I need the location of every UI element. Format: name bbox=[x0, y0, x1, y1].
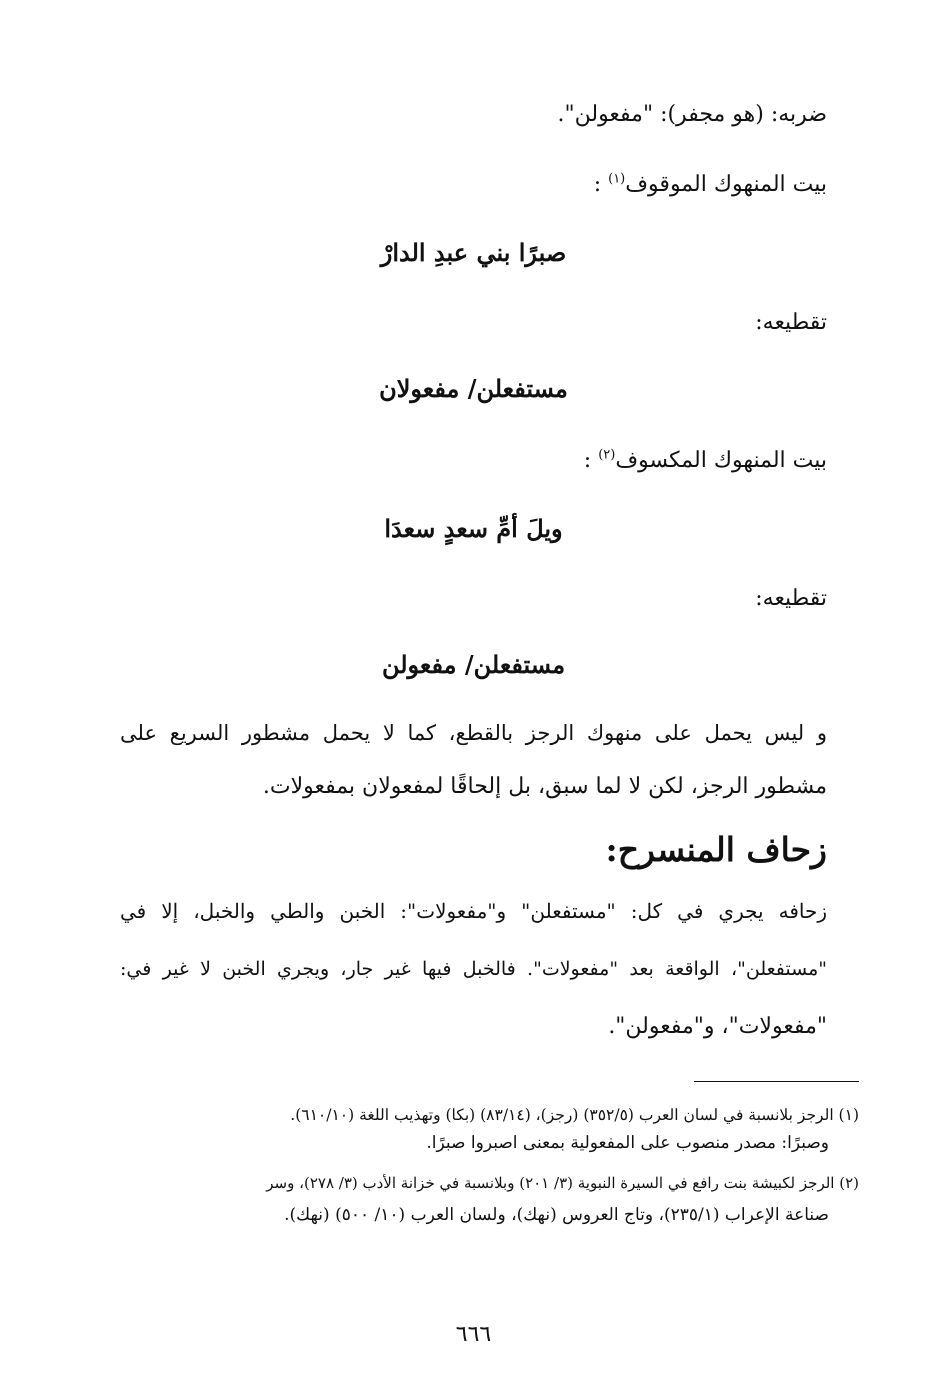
scansion-2 bbox=[0, 650, 947, 680]
footnote-2-line-1 bbox=[266, 1170, 859, 1196]
footnote-ref-1[interactable]: (١) bbox=[608, 171, 626, 187]
paragraph-2-line-3-text: "مفعولات"، و"مفعولن". bbox=[608, 1014, 827, 1039]
bayt-makshuf-label: بيت المنهوك المكسوف bbox=[615, 448, 827, 473]
page-number-text: ٦٦٦ bbox=[455, 1322, 492, 1347]
taqtiuh-1-text: تقطيعه: bbox=[755, 310, 827, 335]
bayt-makshuf-line bbox=[584, 446, 827, 476]
bayt-mawquf-label: بيت المنهوك الموقوف bbox=[625, 172, 827, 197]
verse-1 bbox=[0, 238, 947, 268]
footnote-1-line-2 bbox=[426, 1130, 829, 1156]
footnote-1-line-1 bbox=[290, 1102, 859, 1128]
footnote-ref-2[interactable]: (٢) bbox=[598, 447, 616, 463]
section-heading-text: زحاف المنسرح: bbox=[605, 830, 827, 869]
footnote-2-line-1-text: (٢) الرجز لكبيشة بنت رافع في السيرة النبوية (٣/ ٢٠١) وبلانسبة في خزانة الأدب (٣/ ٢٧٨)، وسر bbox=[266, 1174, 859, 1192]
paragraph-2-line-3 bbox=[608, 1012, 827, 1042]
scansion-2-text: مستفعلن/ مفعولن bbox=[381, 650, 566, 679]
paragraph-1-line-2-text: مشطور الرجز، لكن لا لما سبق، بل إلحاقًا لمفعولان بمفعولات. bbox=[262, 774, 827, 799]
darb-text: ضربه: (هو مجفر): "مفعولن". bbox=[557, 102, 827, 127]
bayt-makshuf-colon: : bbox=[583, 448, 592, 473]
footnote-2-line-2-text: صناعة الإعراب (٢٣٥/١)، وتاج العروس (نهك)، ولسان العرب (١٠/ ٥٠٠) (نهك). bbox=[284, 1205, 829, 1225]
bayt-mawquf-line bbox=[594, 170, 827, 200]
darb-line bbox=[558, 100, 828, 130]
scansion-1-text: مستفعلن/ مفعولان bbox=[379, 374, 568, 403]
taqtiuh-2-text: تقطيعه: bbox=[755, 586, 827, 611]
paragraph-1-line-1 bbox=[120, 718, 827, 748]
paragraph-2-line-2 bbox=[120, 954, 827, 984]
paragraph-1-line-2 bbox=[263, 772, 827, 802]
verse-2 bbox=[0, 514, 947, 544]
footnote-1-line-1-text: (١) الرجز بلانسبة في لسان العرب (٣٥٢/٥) (رجز)، (٨٣/١٤) (بكا) وتهذيب اللغة (٦١٠/١٠). bbox=[290, 1106, 859, 1124]
footnote-2-line-2 bbox=[284, 1202, 829, 1228]
footnote-separator bbox=[694, 1081, 859, 1082]
footnote-1-line-2-text: وصبرًا: مصدر منصوب على المفعولية بمعنى اصبروا صبرًا. bbox=[426, 1133, 829, 1153]
paragraph-1-line-1-text: و ليس يحمل على منهوك الرجز بالقطع، كما لا يحمل مشطور السريع على bbox=[120, 721, 827, 745]
bayt-mawquf-colon: : bbox=[593, 172, 602, 197]
paragraph-2-line-1 bbox=[120, 896, 827, 926]
paragraph-2-line-2-text: "مستفعلن"، الواقعة بعد "مفعولات". فالخبل فيها غير جار، ويجري الخبن لا غير في: bbox=[120, 958, 827, 980]
scansion-1 bbox=[0, 374, 947, 404]
page-number bbox=[0, 1322, 947, 1347]
taqtiuh-label-2 bbox=[755, 584, 827, 614]
verse-2-text: ويلَ أمِّ سعدٍ سعدَا bbox=[384, 514, 563, 543]
taqtiuh-label-1 bbox=[755, 308, 827, 338]
verse-1-text: صبرًا بني عبدِ الدارْ bbox=[380, 238, 567, 267]
paragraph-2-line-1-text: زحافه يجري في كل: "مستفعلن" و"مفعولات": الخبن والطي والخبل، إلا في bbox=[120, 899, 828, 923]
section-heading bbox=[606, 830, 827, 870]
